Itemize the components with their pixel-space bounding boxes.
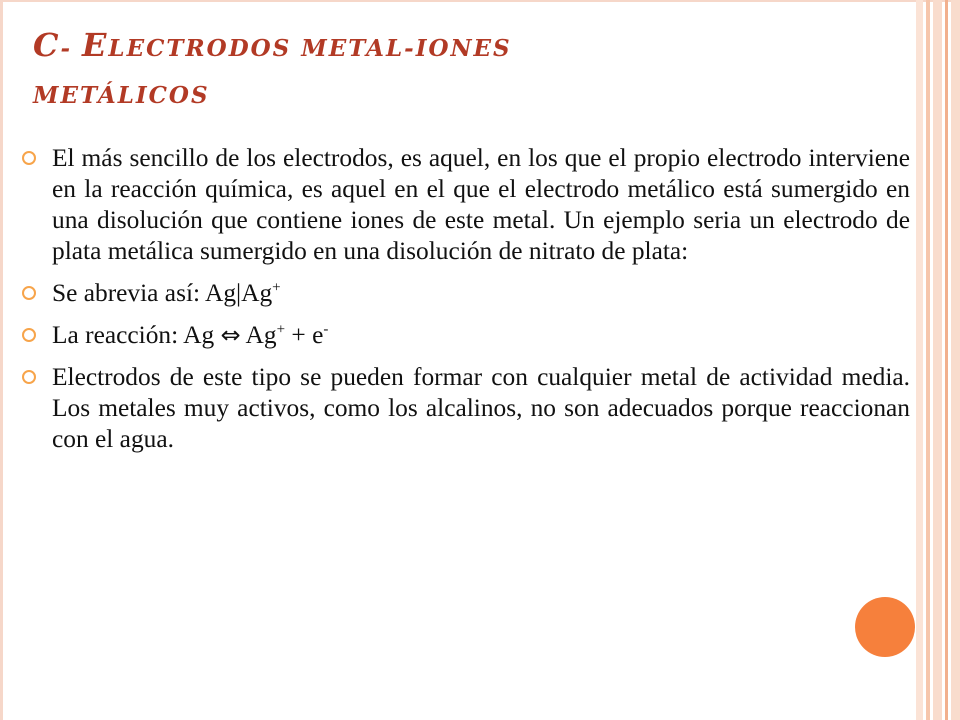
bullet-text: El más sencillo de los electrodos, es aquel, en los que el propio electrodo interviene en la reacción química, es aquel en el que el electrodo metálico está sumergido en una disolución que contiene iones de este metal. Un ejemplo seria un electrodo de plata metálica sumergido en una disolución de nitrato de plata:	[52, 144, 910, 265]
slide-top-border	[0, 0, 960, 2]
slide-title	[33, 22, 893, 119]
stripe	[916, 0, 923, 720]
title-rest: LECTRODOS METAL-IONES	[108, 35, 512, 62]
bullet-text: Ag	[240, 321, 277, 349]
bullet-item	[52, 143, 910, 267]
title-line-1	[33, 22, 893, 72]
superscript-minus: -	[323, 321, 329, 338]
bullet-circle-icon	[22, 151, 36, 165]
bullet-item	[52, 278, 910, 309]
bullet-circle-icon	[22, 370, 36, 384]
bullet-text: + e	[285, 321, 324, 349]
stripe	[933, 0, 942, 720]
decorative-orange-circle	[855, 597, 915, 657]
stripe	[951, 0, 960, 720]
title-capital: E	[82, 26, 109, 64]
bullet-circle-icon	[22, 286, 36, 300]
bullet-item	[52, 320, 910, 351]
bullet-item	[52, 362, 910, 455]
title-dash: -	[60, 35, 83, 62]
superscript-plus: +	[272, 279, 281, 296]
title-initial: C	[33, 26, 61, 64]
stripe	[945, 0, 948, 720]
slide-left-border	[0, 0, 3, 720]
superscript-plus: +	[276, 321, 286, 338]
bullet-text: La reacción: Ag	[52, 321, 221, 349]
stripe	[926, 0, 930, 720]
bullet-list	[52, 143, 910, 466]
bullet-text: Se abrevia así: Ag|Ag	[52, 279, 273, 307]
bullet-circle-icon	[22, 328, 36, 342]
double-arrow-icon: ⇔	[220, 321, 241, 349]
decorative-stripes	[916, 0, 960, 720]
title-line-2: METÁLICOS	[33, 82, 210, 109]
bullet-text: Electrodos de este tipo se pueden formar con cualquier metal de actividad media. Los metales muy activos, como los alcalinos, no son adecuados porque reaccionan con el agua.	[52, 363, 910, 453]
